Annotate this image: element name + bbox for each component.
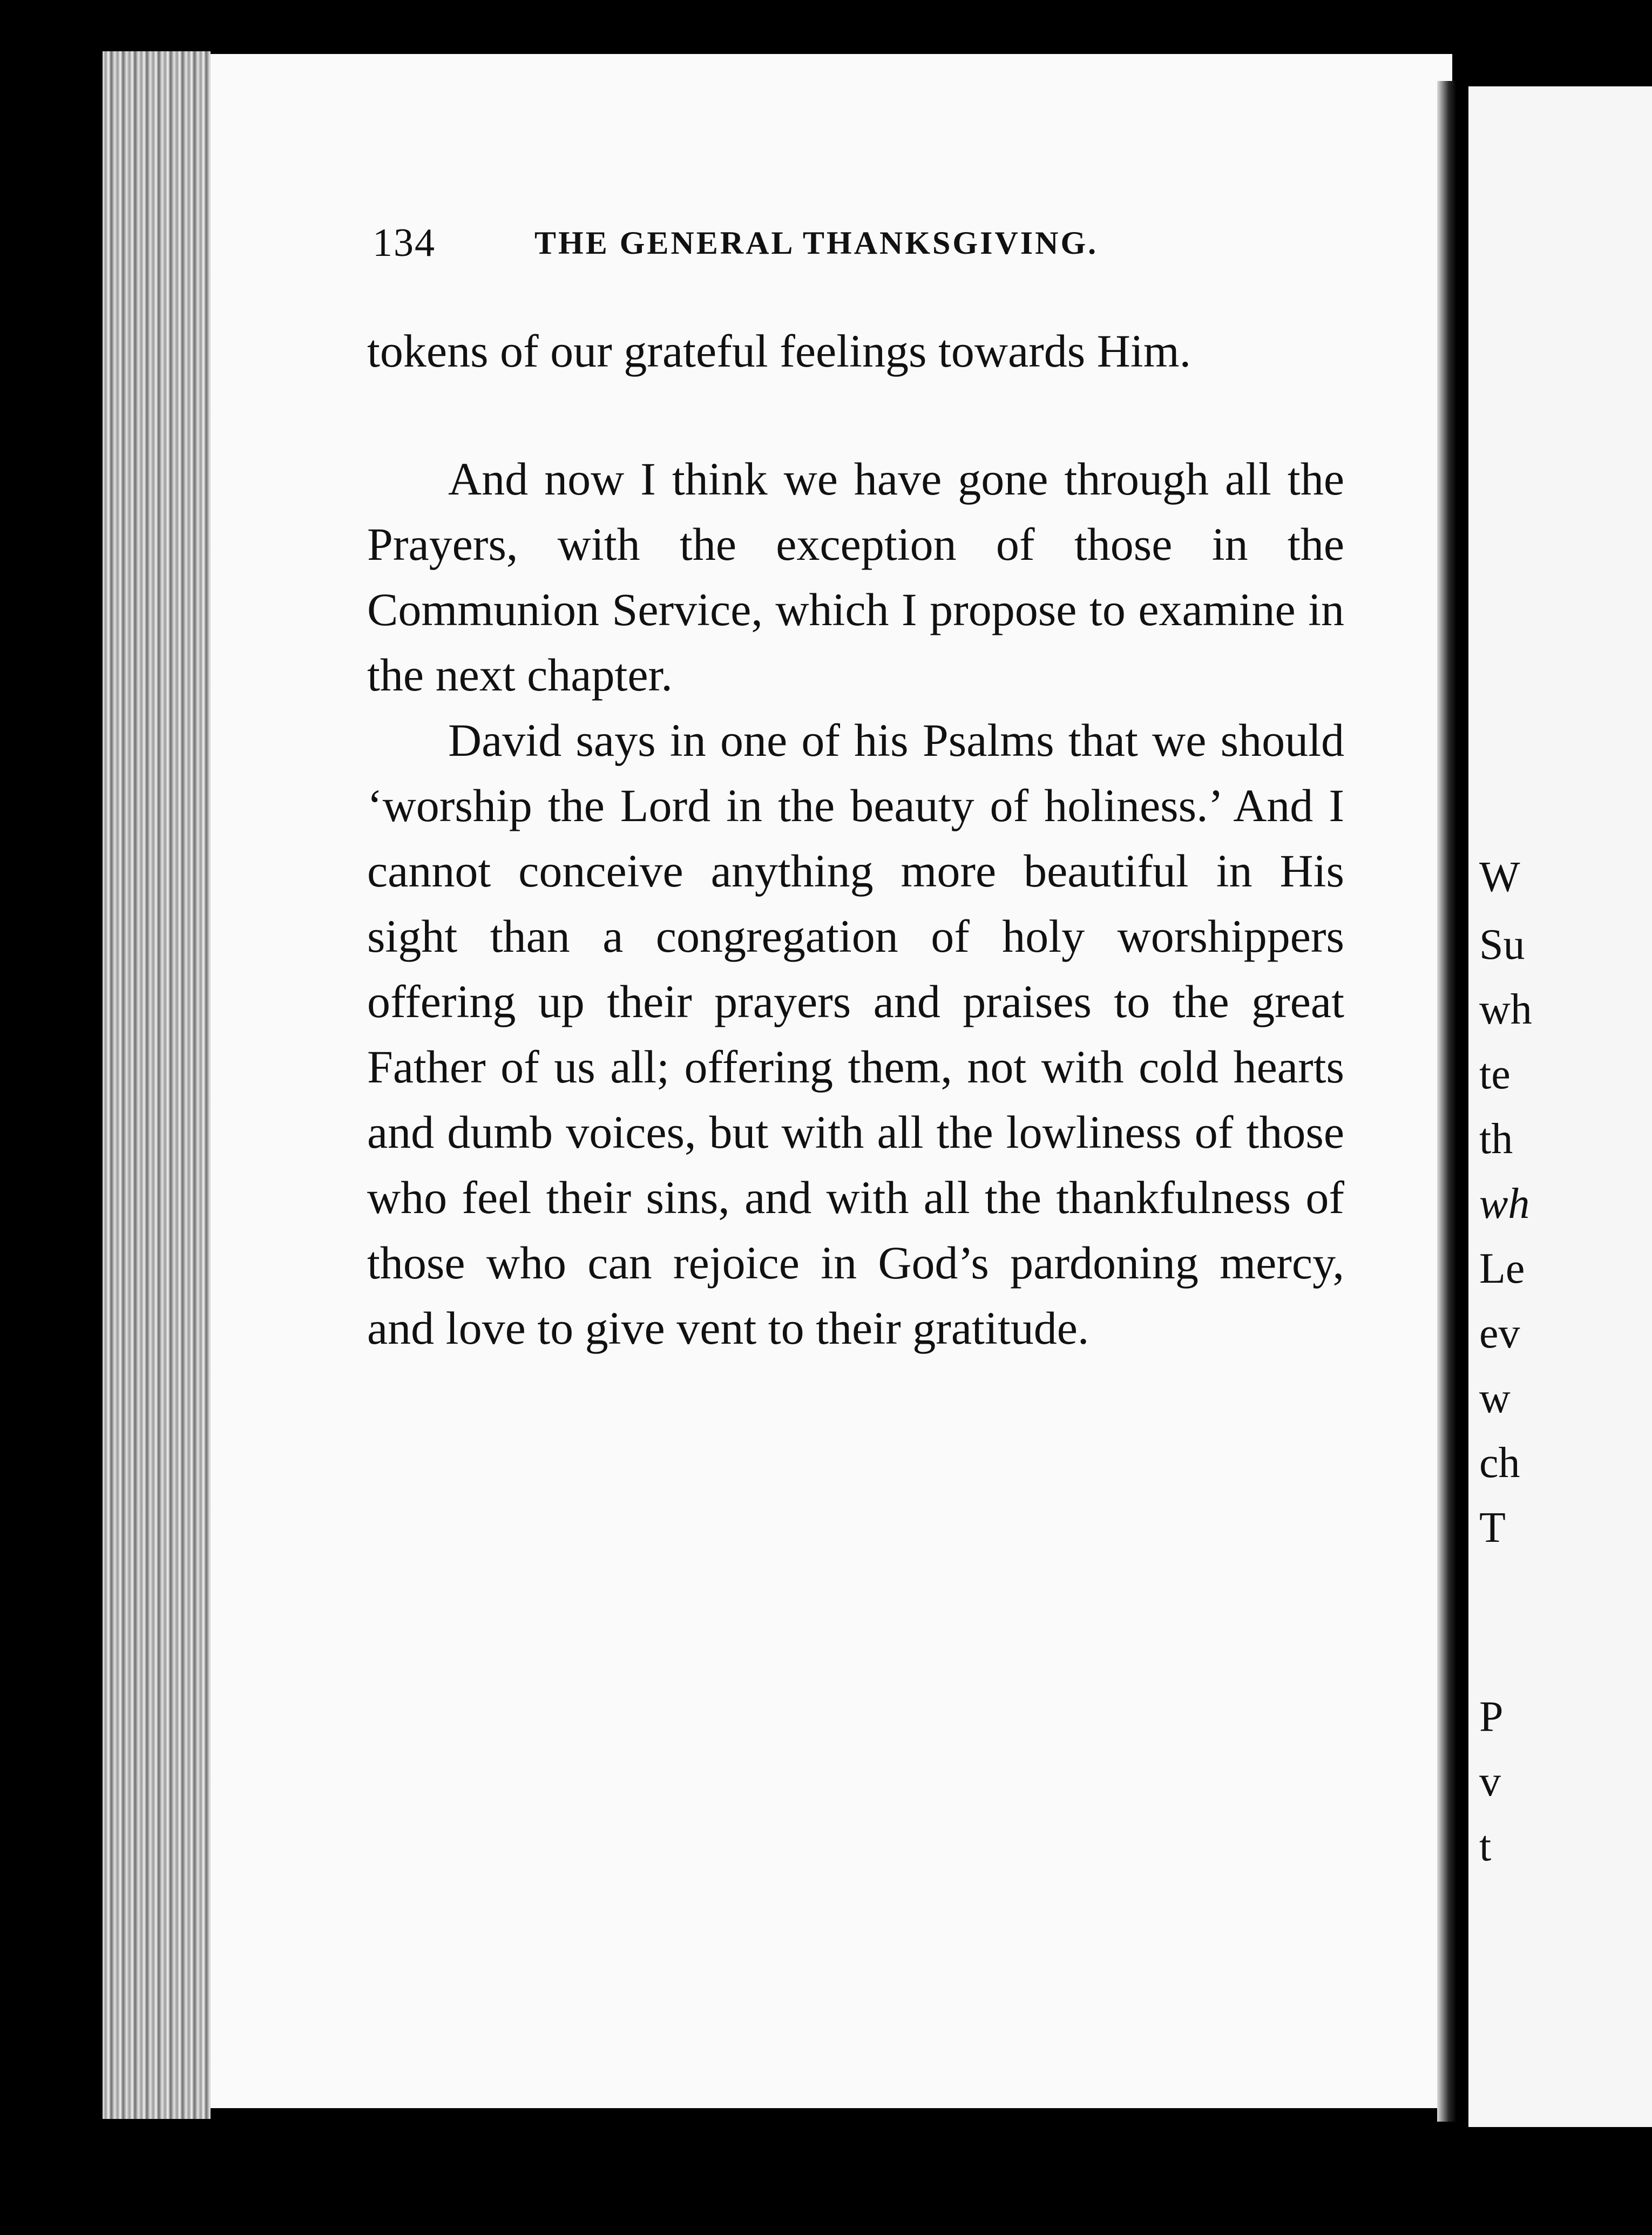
paragraph-gap	[367, 384, 1344, 446]
right-page-edge	[1468, 86, 1652, 2127]
book-gutter	[1437, 81, 1457, 2122]
page-number: 134	[373, 221, 436, 265]
paragraph: David says in one of his Psalms that we should ‘worship the Lord in the beauty of holiness.’ And I cannot conceive anything more beautiful in His sight than a congregation of holy worshippers offering up their prayers and praises to the great Father of us all; offering them, not with cold hearts and dumb voices, but with all the lowliness of those who feel their sins, and with all the thankfulness of those who can rejoice in God’s pardoning mercy, and love to give vent to their gratitude.	[367, 714, 1344, 1354]
facing-text-fragment: Le	[1479, 1245, 1525, 1292]
paragraph: And now I think we have gone through all the Prayers, with the exception of those in the Communion Service, which I propose to examine in the next chapter.	[367, 453, 1344, 701]
facing-text-fragment: te	[1479, 1051, 1511, 1098]
facing-text-fragment: w	[1479, 1374, 1511, 1422]
facing-text-fragment: v	[1479, 1758, 1501, 1805]
facing-text-fragment: P	[1479, 1693, 1504, 1740]
facing-text-fragment: Su	[1479, 921, 1525, 968]
facing-text-fragment: wh	[1479, 1180, 1530, 1228]
facing-text-fragment: wh	[1479, 986, 1532, 1033]
body-text	[367, 319, 1344, 1361]
facing-text-fragment: th	[1479, 1115, 1513, 1163]
paragraph: tokens of our grateful feelings towards Him.	[367, 325, 1191, 377]
facing-text-fragment: ev	[1479, 1310, 1520, 1357]
chapter-title: THE GENERAL THANKSGIVING.	[534, 225, 1099, 261]
facing-text-fragment: W	[1479, 854, 1520, 901]
page-fore-edge	[103, 51, 211, 2119]
facing-text-fragment: ch	[1479, 1439, 1520, 1487]
facing-text-fragment: T	[1479, 1504, 1506, 1552]
facing-text-fragment: t	[1479, 1823, 1492, 1870]
